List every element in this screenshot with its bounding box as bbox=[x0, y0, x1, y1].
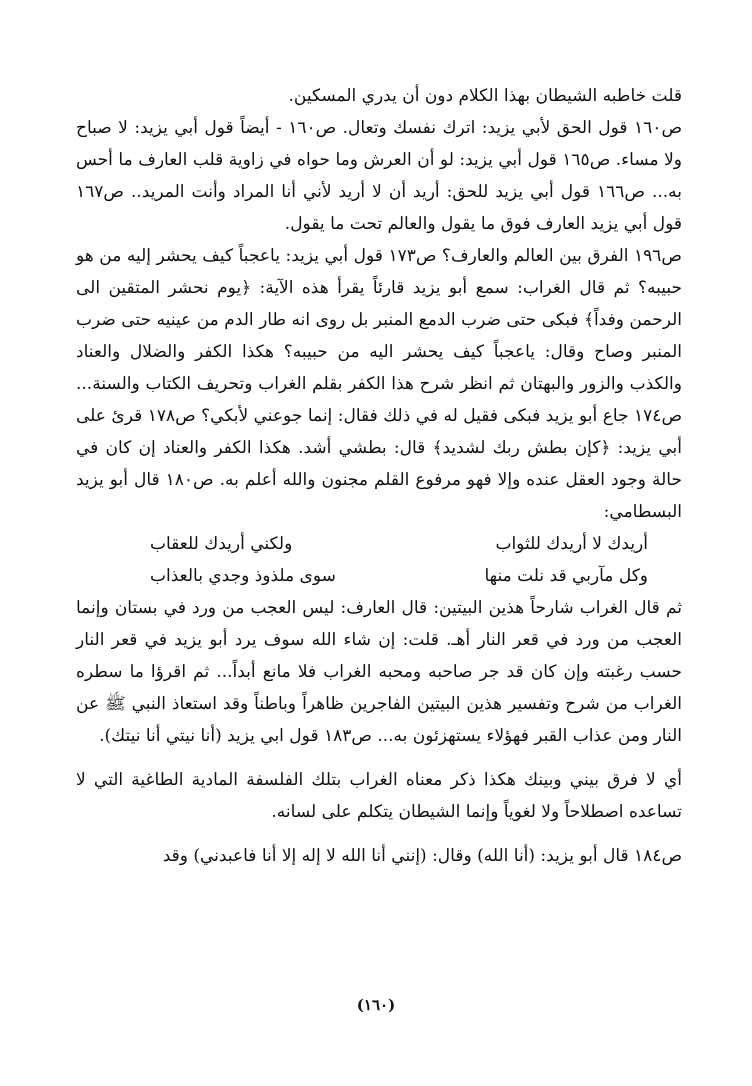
paragraph: ثم قال الغراب شارحاً هذين البيتين: قال العارف: ليس العجب من ورد في بستان وإنما العجب من ورد في قعر النار أهـ. قلت: إن شاء الله سوف يرد أبو يزيد في قعر النار حسب رغبته وإن كان قد جر صاحبه ومحبه الغراب فلا مانع أبداً... ثم اقرؤا ما سطره الغراب من شرح وتفسير هذين البيتين الفاجرين ظاهراً وباطناً وقد استعاذ النبي ﷺ عن النار ومن عذاب القبر فهؤلاء يستهزئون به... ص١٨٣ قول ابي يزيد (أنا نيتي أنا نيتك). bbox=[76, 598, 682, 746]
paragraph: ص١٨٤ قال أبو يزيد: (أنا الله) وقال: (إنني أنا الله لا إله إلا أنا فاعبدني) وقد bbox=[162, 846, 682, 866]
page-number: (١٦٠) bbox=[356, 996, 396, 1014]
body-text bbox=[76, 80, 682, 872]
verse-first-hemistich: وكل مآربي قد نلت منها bbox=[484, 566, 648, 586]
paragraph: ص١٦٠ قول الحق لأبي يزيد: اترك نفسك وتعال. ص١٦٠ - أيضاً قول أبي يزيد: لا صباح ولا مساء. ص١٦٥ قول أبي يزيد: لو أن العرش وما حواه في زاوية قلب العارف ما أحس به... ص١٦٦ قول أبي يزيد للحق: أريد أن لا أريد لأني أنا المراد وأنت المريد.. ص١٦٧ قول أبي يزيد العارف فوق ما يقول والعالم تحت ما يقول. bbox=[76, 118, 683, 234]
verse-line bbox=[76, 528, 682, 560]
paragraph: ص١٩٦ الفرق بين العالم والعارف؟ ص١٧٣ قول أبي يزيد: ياعجباً كيف يحشر إليه من هو حبيبه؟ ثم قال الغراب: سمع أبو يزيد قارئاً يقرأ هذه الآية: ﴿يوم نحشر المتقين الى الرحمن وفداً﴾ فبكى حتى ضرب الدمع المنبر بل روى انه طار الدم من عينيه حتى ضرب المنبر وصاح وقال: ياعجباً كيف يحشر اليه من حبيبه؟ هكذا الكفر والضلال والعناد والكذب والزور والبهتان ثم انظر شرح هذا الكفر بقلم الغراب وتحريف الكتاب والسنة... ص١٧٤ جاع أبو يزيد فبكى فقيل له في ذلك فقال: إنما جوعني لأبكي؟ ص١٧٨ قرئ على أبي يزيد: ﴿كإن بطش ربك لشديد﴾ قال: بطشي أشد. هكذا الكفر والعناد إن كان في حالة وجود العقل عنده وإلا فهو مرفوع القلم مجنون والله أعلم به. ص١٨٠ قال أبو يزيد البسطامي: bbox=[76, 246, 682, 522]
verse-second-hemistich: سوى ملذوذ وجدي بالعذاب bbox=[150, 566, 336, 586]
verse-line bbox=[76, 560, 682, 592]
paragraph: أي لا فرق بيني وبينك هكذا ذكر معناه الغراب بتلك الفلسفة المادية الطاغية التي لا تساعده اصطلاحاً ولا لغوياً وإنما الشيطان يتكلم على لسانه. bbox=[76, 770, 682, 822]
verse-first-hemistich: أريدك لا أريدك للثواب bbox=[495, 534, 648, 554]
verse-second-hemistich: ولكني أريدك للعقاب bbox=[150, 534, 293, 554]
paragraph: قلت خاطبه الشيطان بهذا الكلام دون أن يدري المسكين. bbox=[288, 86, 682, 106]
